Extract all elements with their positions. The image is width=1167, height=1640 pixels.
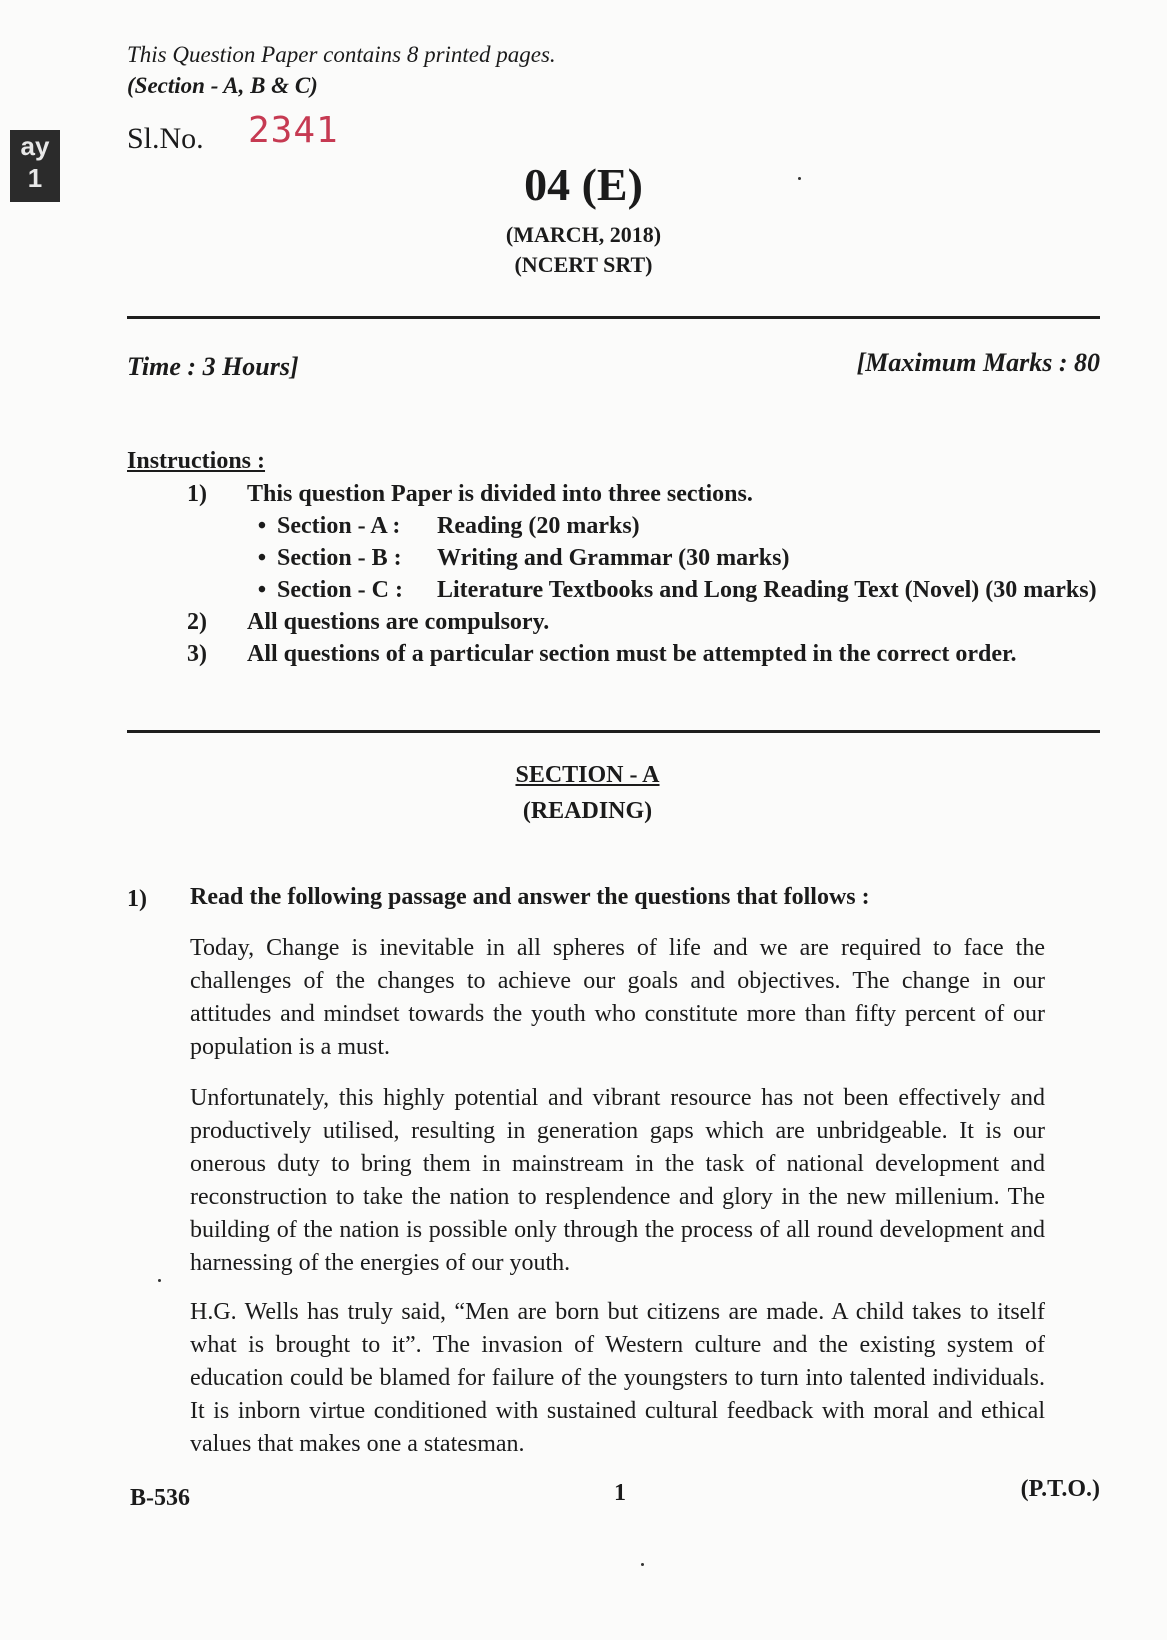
instruction-text: All questions are compulsory. <box>247 609 550 635</box>
paper-code: 04 (E) <box>524 159 643 210</box>
divider-bottom <box>127 730 1100 733</box>
passage-paragraph: Unfortunately, this highly potential and vibrant resource has not been effectively and productively utilised, resulting in generation gaps which are unbridgeable. It is our onerous duty to bring them in mainstream in the task of national development and reconstruction to take the nation to resplendence and glory in the new millenium. The building of the nation is possible only through the process of all round development and harnessing of the energies of our youth. <box>190 1085 1045 1276</box>
booklet-code: B-536 <box>130 1485 190 1511</box>
instruction-text: This question Paper is divided into three sections. <box>247 481 753 507</box>
bullet-icon: • <box>257 577 267 603</box>
section-label: Section - B : <box>277 545 402 571</box>
question-prompt: Read the following passage and answer the questions that follows : <box>190 884 870 910</box>
passage-paragraph: Today, Change is inevitable in all spheres of life and we are required to face the challenges of the changes to achieve our goals and objectives. The change in our attitudes and mindset towards the youth who constitute more than fifty percent of our population is a must. <box>190 935 1045 1060</box>
passage-paragraph: H.G. Wells has truly said, “Men are born but citizens are made. A child takes to itself what is brought to it”. The invasion of Western culture and the existing system of education could be blamed for failure of the youngsters to turn into talented individuals. It is inborn virtue conditioned with sustained cultural feedback with moral and ethical values that makes one a statesman. <box>190 1299 1045 1457</box>
serial-number: 2341 <box>248 110 339 151</box>
instruction-number: 1) <box>187 481 207 507</box>
instruction-item <box>127 638 1102 670</box>
paper-board: (NCERT SRT) <box>514 252 653 277</box>
section-label: Section - C : <box>277 577 403 603</box>
scan-speck <box>641 1563 644 1566</box>
instruction-text: All questions of a particular section must be attempted in the correct order. <box>247 641 1017 667</box>
bullet-icon: • <box>257 545 267 571</box>
instruction-number: 3) <box>187 641 207 667</box>
instruction-number: 2) <box>187 609 207 635</box>
section-entry <box>247 510 1102 542</box>
page-number: 1 <box>614 1480 626 1506</box>
section-breakdown <box>247 510 1102 606</box>
sections-note: (Section - A, B & C) <box>127 73 318 98</box>
section-title: SECTION - A <box>515 762 660 788</box>
section-description: Literature Textbooks and Long Reading Text (Novel) (30 marks) <box>437 577 1097 603</box>
instruction-item <box>127 478 1102 606</box>
pages-note: This Question Paper contains 8 printed pages. <box>127 42 556 67</box>
instruction-item <box>127 606 1102 638</box>
serial-label: Sl.No. <box>127 122 204 155</box>
paper-date: (MARCH, 2018) <box>505 222 662 247</box>
section-description: Reading (20 marks) <box>437 513 640 539</box>
section-entry <box>247 574 1102 606</box>
page-tab-line2: 1 <box>27 163 43 193</box>
scan-speck <box>798 177 801 180</box>
bullet-icon: • <box>257 513 267 539</box>
scan-speck <box>158 1279 161 1282</box>
section-subtitle: (READING) <box>522 798 653 824</box>
instructions-list <box>127 478 1102 670</box>
maximum-marks: [Maximum Marks : 80 <box>856 348 1100 377</box>
page-tab-line1: ay <box>20 131 50 161</box>
section-description: Writing and Grammar (30 marks) <box>437 545 790 571</box>
question-number: 1) <box>127 886 147 912</box>
divider-top <box>127 316 1100 319</box>
please-turn-over: (P.T.O.) <box>1020 1476 1100 1502</box>
section-label: Section - A : <box>277 513 401 539</box>
time-allowed: Time : 3 Hours] <box>127 352 299 381</box>
section-entry <box>247 542 1102 574</box>
instructions-heading: Instructions : <box>127 448 266 474</box>
